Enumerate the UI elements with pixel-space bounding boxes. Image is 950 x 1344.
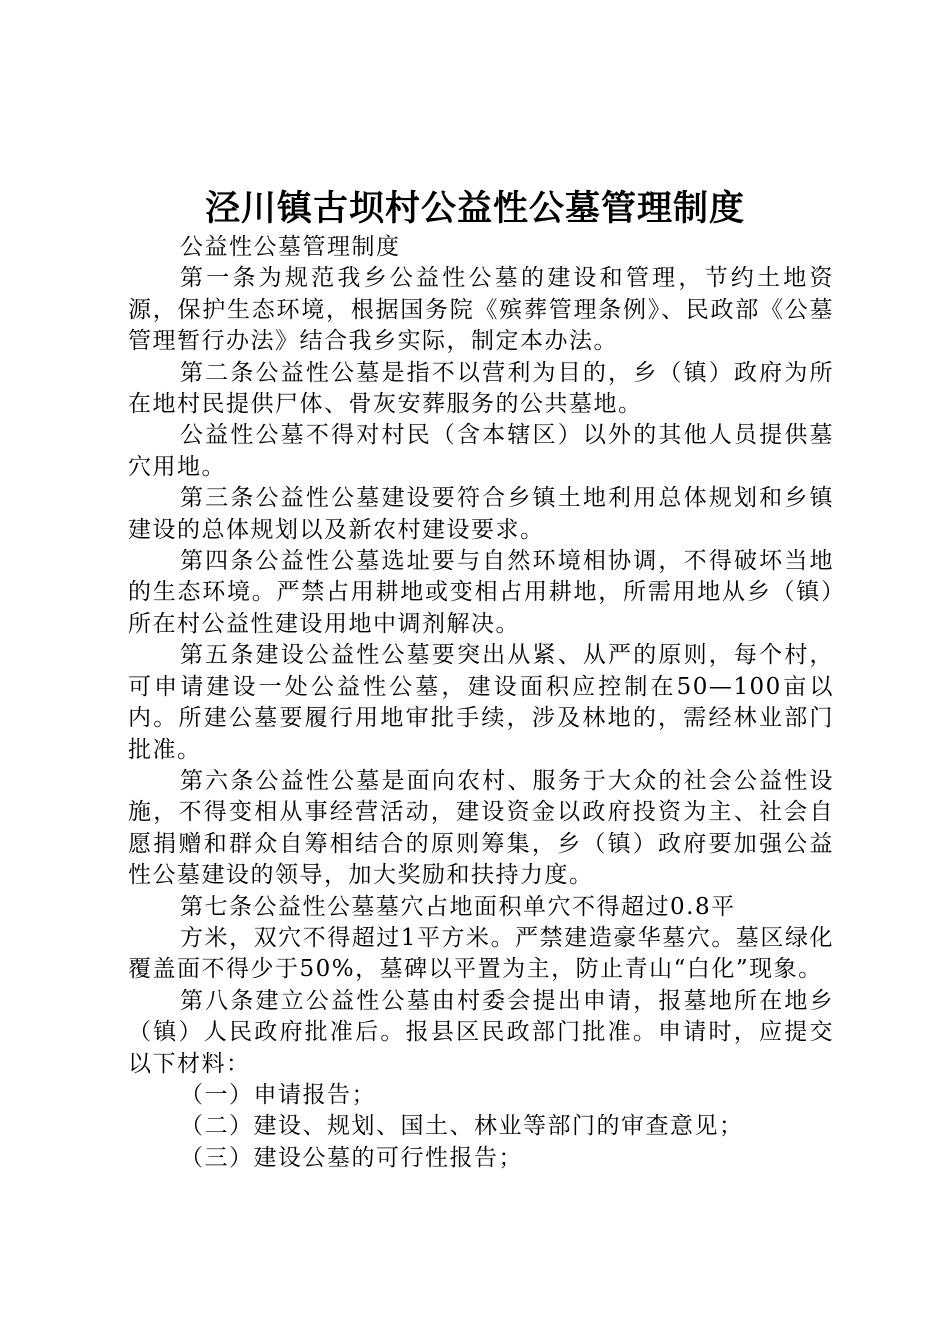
paragraph-article-5: 第五条建设公益性公墓要突出从紧、从严的原则，每个村，可申请建设一处公益性公墓，建设面积应控制在50—100亩以内。所建公墓要履行用地审批手续，涉及林地的，需经林业部门批准。	[128, 642, 834, 763]
document-title: 泾川镇古坝村公益性公墓管理制度	[204, 188, 745, 229]
list-item-2: （二）建设、规划、国土、林业等部门的审查意见；	[180, 1113, 744, 1140]
paragraph-article-7-continued: 方米，双穴不得超过1平方米。严禁建造豪华墓穴。墓区绿化覆盖面不得少于50%，墓碑以平置为主，防止青山“白化”现象。	[128, 924, 834, 983]
paragraph-article-2: 第二条公益性公墓是指不以营利为目的，乡（镇）政府为所在地村民提供尸体、骨灰安葬服务的公共墓地。	[128, 359, 834, 418]
paragraph-article-8: 第八条建立公益性公墓由村委会提出申请，报墓地所在地乡（镇）人民政府批准后。报县区民政部门批准。申请时，应提交以下材料：	[128, 987, 834, 1077]
paragraph-subtitle: 公益性公墓管理制度	[180, 234, 401, 260]
paragraph-article-2-note: 公益性公墓不得对村民（含本辖区）以外的其他人员提供墓穴用地。	[128, 422, 834, 480]
paragraph-article-4: 第四条公益性公墓选址要与自然环境相协调，不得破坏当地的生态环境。严禁占用耕地或变相占用耕地，所需用地从乡（镇）所在村公益性建设用地中调剂解决。	[128, 548, 834, 637]
paragraph-article-1: 第一条为规范我乡公益性公墓的建设和管理，节约土地资源，保护生态环境，根据国务院《殡葬管理条例》、民政部《公墓管理暂行办法》结合我乡实际，制定本办法。	[128, 265, 834, 355]
paragraph-article-6: 第六条公益性公墓是面向农村、服务于大众的社会公益性设施，不得变相从事经营活动，建设资金以政府投资为主、社会自愿捐赠和群众自筹相结合的原则筹集，乡（镇）政府要加强公益性公墓建设的领导，加大奖励和扶持力度。	[128, 767, 834, 889]
paragraph-article-7: 第七条公益性公墓墓穴占地面积单穴不得超过0.8平	[180, 893, 736, 920]
list-item-3: （三）建设公墓的可行性报告；	[180, 1144, 523, 1171]
document-body	[128, 232, 834, 1174]
list-item-1: （一）申请报告；	[180, 1081, 376, 1108]
paragraph-article-3: 第三条公益性公墓建设要符合乡镇土地利用总体规划和乡镇建设的总体规划以及新农村建设要求。	[128, 485, 834, 543]
